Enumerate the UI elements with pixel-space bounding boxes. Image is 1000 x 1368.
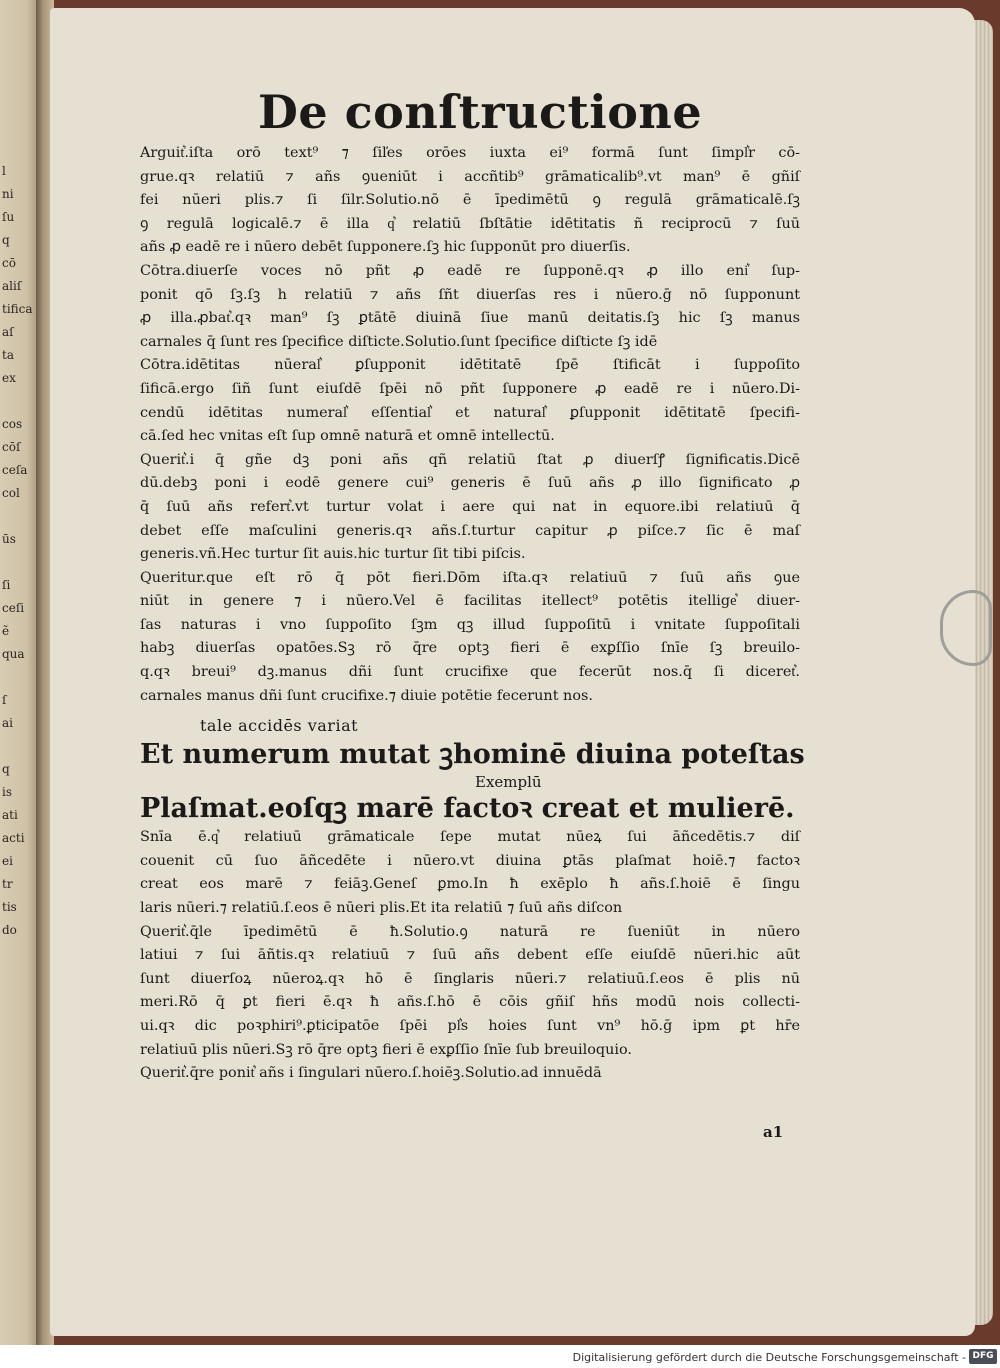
text-line: ꝯ regulā logicalē.⁊ ē illa q͛ relatiū ſbſtātie idētitatis ñ reciprocū ⁊ ſuū xyxy=(140,215,800,232)
text-line: añs ꝓ eadē re i nūero debēt ſupponere.ſꝫ hic ſupponūt pro diuerſis. xyxy=(140,239,631,256)
left-fragment: acti xyxy=(2,831,25,845)
text-line: q̄ ſuū añs refert͛.vt turtur volat i aere qui nat in equore.ibi relatiuū q̄ xyxy=(140,498,800,515)
text-line: debet eſſe maſculini generis.qꝛ añs.ſ.turtur capitur ꝓ piſce.⁊ ſic ē maſ xyxy=(140,522,800,539)
commentary-line: meri.Rō q̄ ꝑt fieri ē.qꝛ ħ añs.ſ.hō ē cōis gñiſ hñs modū nois collecti- xyxy=(140,994,800,1011)
page-heading: De conſtructione xyxy=(258,85,703,139)
text-line: grue.qꝛ relatiū ⁊ añs ꝯueniūt i accñtib⁹ grāmaticalib⁹.vt man⁹ ē gñiſ xyxy=(140,168,800,185)
text-line: Cōtra.idētitas nūeral͛ ꝑſupponit idētitatē ſpē ſtificāt i ſuppoſito xyxy=(140,357,800,374)
left-fragment: l xyxy=(2,164,6,178)
left-fragment: q xyxy=(2,762,10,776)
left-fragment: q xyxy=(2,233,10,247)
left-fragment: ex xyxy=(2,371,16,385)
left-fragment: aliſ xyxy=(2,279,22,293)
left-fragment: tis xyxy=(2,900,17,914)
verse-line-2: Plaſmat.eoſqꝫ marē factoꝛ creat et mulierē. xyxy=(140,793,795,825)
text-line: cā.ſed hec vnitas eſt ſup omnē naturā et omnē intellectū. xyxy=(140,428,555,445)
commentary-line: creat eos marē ⁊ feiāꝫ.Geneſ ꝑmo.In ħ exēplo ħ añs.ſ.hoiē ē ſingu xyxy=(140,876,800,893)
left-fragment: ẽ xyxy=(2,624,10,638)
commentary-line: Snīa ē.q͛ relatiuū grāmaticale ſepe mutat nūeꝝ ſui āñcedētis.⁊ diſ xyxy=(140,829,800,846)
dfg-logo: DFG xyxy=(969,1349,997,1364)
left-fragment: ni xyxy=(2,187,14,201)
text-line: Cōtra.diuerſe voces nō pñt ꝓ eadē re ſupponē.qꝛ ꝓ illo eni͛ ſup- xyxy=(140,262,800,279)
text-line: generis.vñ.Hec turtur ſit auis.hic turtur ſit tibi piſcis. xyxy=(140,546,526,563)
left-fragment xyxy=(2,390,36,413)
text-line: dū.debꝫ poni i eodē genere cui⁹ generis ē ſuū añs ꝓ illo ſignificato ꝓ xyxy=(140,475,800,492)
verse-commentary xyxy=(140,826,800,1086)
verse-line-1: Et numerum mutat ꝫhominē diuina poteſtas xyxy=(140,739,805,771)
left-fragment xyxy=(2,666,36,689)
footer-credit: Digitalisierung gefördert durch die Deutsche Forschungsgemeinschaft - xyxy=(572,1351,966,1364)
left-page-fragments xyxy=(2,160,36,942)
left-fragment: ſu xyxy=(2,210,15,224)
left-fragment: tifica xyxy=(2,302,33,316)
text-line: Queritur.que eſt rō q̄ pōt fieri.Dōm iſta.qꝛ relatiuū ⁊ ſuū añs ꝯue xyxy=(140,569,800,586)
commentary-line: Querit͛.q̄re ponit͛ añs i ſingulari nūero.ſ.hoiēꝫ.Solutio.ad innuēdā xyxy=(140,1065,602,1082)
text-line: Querit͛.i q̄ gñe dꝫ poni añs qñ relatiū ſtat ꝓ diuerſꝭ ſignificatis.Dicē xyxy=(140,451,800,468)
commentary-line: ſunt diuerſoꝝ nūeroꝝ.qꝛ hō ē ſinglaris nūeri.⁊ relatiuū.ſ.eos ē plis nū xyxy=(140,970,800,987)
commentary-line: laris nūeri.⁊ relatiū.ſ.eos ē nūeri plis.Et ita relatiū ⁊ ſuū añs diſcon xyxy=(140,900,623,917)
left-fragment xyxy=(2,551,36,574)
left-fragment: cos xyxy=(2,417,23,431)
text-line: fei nūeri plis.⁊ ſi ſilr.Solutio.nō ē īpedimētū ꝯ regulā grāmaticalē.ſꝫ xyxy=(140,192,800,209)
left-fragment xyxy=(2,735,36,758)
left-page-edge xyxy=(0,0,38,1345)
commentary-line: Querit͛.q̄le īpedimētū ē ħ.Solutio.ꝯ naturā re ſueniūt in nūero xyxy=(140,923,800,940)
left-fragment: is xyxy=(2,785,12,799)
text-line: q.qꝛ breui⁹ dꝫ.manus dñi ſunt crucifixe que fecerūt nos.q̄ ſi diceret͛. xyxy=(140,664,800,681)
text-line: ſificā.ergo ſiñ ſunt eiuſdē ſpēi nō pñt ſupponere ꝓ eadē re i nūero.Di- xyxy=(140,380,800,397)
left-fragment: cō xyxy=(2,256,16,270)
left-fragment: ei xyxy=(2,854,13,868)
left-fragment: ūs xyxy=(2,532,16,546)
left-fragment: aſ xyxy=(2,325,14,339)
left-fragment: ta xyxy=(2,348,14,362)
text-line: niūt in genere ⁊ i nūero.Vel ē facilitas itellect⁹ potētis itellige͛ diuer- xyxy=(140,593,800,610)
interlinear-gloss-exemplum: Exemplū xyxy=(475,773,542,792)
text-line: ſas naturas i vno ſuppoſito ſꝫm qꝫ illud ſuppoſitū i vnitate ſuppoſitali xyxy=(140,616,800,633)
signature-mark: a1 xyxy=(763,1123,784,1141)
left-fragment: do xyxy=(2,923,17,937)
left-fragment: qua xyxy=(2,647,25,661)
left-fragment: tr xyxy=(2,877,13,891)
text-line: habꝫ diuerſas opatōes.Sꝫ rō q̄re optꝫ fieri ē exꝑſſio ſnīe ſꝫ breuilo- xyxy=(140,640,800,657)
interlinear-gloss: tale accidēs variat xyxy=(200,716,359,736)
commentary-line: ui.qꝛ dic poꝛphiri⁹.ꝑticipatōe ſpēi pl͛s hoies ſunt vn⁹ hō.ḡ ipm ꝑt hr̄e xyxy=(140,1018,800,1034)
left-fragment: cōſ xyxy=(2,440,21,454)
text-line: carnales q̄ ſunt res ſpecifice diſticte.Solutio.ſunt ſpecifice diſticte ſꝫ idē xyxy=(140,333,658,350)
commentary-line: latiui ⁊ ſui āñtis.qꝛ relatiuū ⁊ ſuū añs debent eſſe eiuſdē nūeri.hic aūt xyxy=(140,947,800,964)
left-fragment: ſi xyxy=(2,578,11,592)
page-text xyxy=(140,84,805,1086)
commentary-paragraphs xyxy=(140,142,800,708)
text-line: carnales manus dñi ſunt crucifixe.⁊ diuie potētie fecerunt nos. xyxy=(140,687,593,704)
left-fragment: ati xyxy=(2,808,18,822)
left-fragment: ceſa xyxy=(2,463,28,477)
left-fragment: ai xyxy=(2,716,13,730)
left-fragment: ſ xyxy=(2,693,7,707)
text-line: ponit qō ſꝫ.ſꝫ h relatiū ⁊ añs ſñt diuerſas res i nūero.ḡ nō ſupponunt xyxy=(140,286,800,303)
left-fragment xyxy=(2,505,36,528)
commentary-line: couenit cū ſuo āñcedēte i nūero.vt diuina ꝑtās plaſmat hoiē.⁊ factoꝛ xyxy=(140,852,800,869)
text-line: cendū idētitas numeral͛ eſſential͛ et natural͛ ꝑſupponit idētitatē ſpecifi- xyxy=(140,404,800,421)
left-fragment: ceſi xyxy=(2,601,25,615)
left-fragment: col xyxy=(2,486,20,500)
text-line: Arguit͛.iſta orō text⁹ ⁊ ſiľes orōes iuxta ei⁹ formā ſunt ſimpl͛r cō- xyxy=(140,145,800,161)
commentary-line: relatiuū plis nūeri.Sꝫ rō q̄re optꝫ fieri ē exꝑſſio ſnīe ſub breuiloquio. xyxy=(140,1041,632,1058)
text-line: ꝓ illa.ꝓbat͛.qꝛ man⁹ ſꝫ ꝑtātē diuinā ſiue manū deitatis.ſꝫ hic ſꝫ manus xyxy=(140,310,800,327)
paper-clip xyxy=(940,590,992,666)
